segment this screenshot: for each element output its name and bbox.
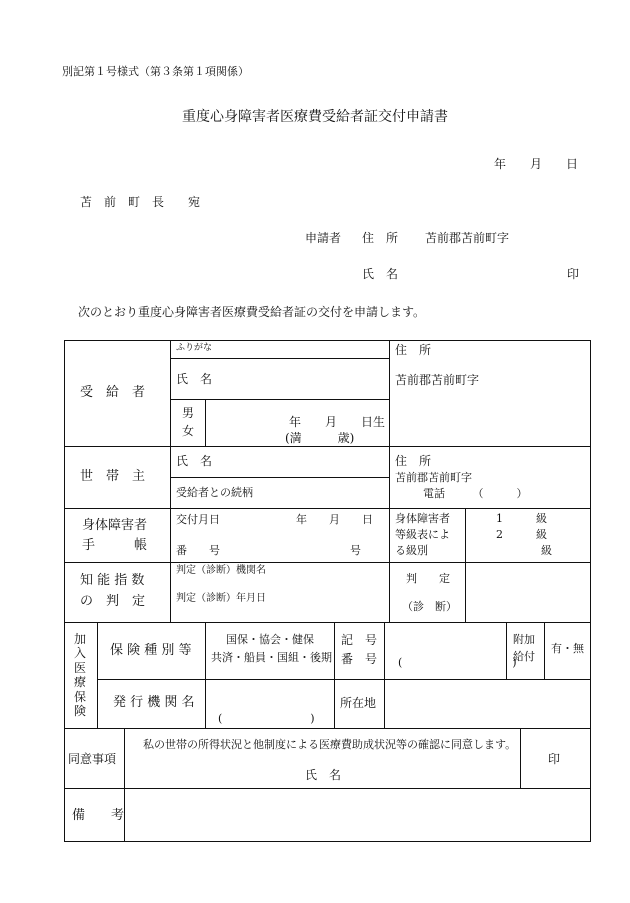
recipient-address-label: 住 所 [395,343,432,357]
insurance-number-field[interactable]: ( ) [398,656,517,669]
form-title: 重度心身障害者医療費受給者証交付申請書 [182,109,448,125]
consent-label: 同意事項 [68,752,117,766]
household-phone[interactable]: 電話 （ ） [423,487,528,500]
recipient-label: 受 給 者 [80,385,146,400]
book-number-label: 番 号 [176,544,220,557]
issue-date-label: 交付月日 [176,513,220,526]
symbol-label: 記 号 [341,633,378,647]
remarks-field[interactable] [125,789,591,842]
location-label: 所在地 [340,696,377,710]
gender-female[interactable]: 女 [182,424,195,438]
issuer-label: 発 行 機 関 名 [113,695,195,710]
applicant-address-label: 住 所 [362,231,399,245]
issuer-field[interactable]: ( ) [218,712,315,725]
household-address-value[interactable]: 苫前郡苫前町字 [395,471,472,484]
consent-seal: 印 [548,752,561,766]
consent-text: 私の世帯の所得状況と他制度による医療費助成状況等の確認に同意します。 [143,738,517,751]
intellect-label-2: の 判 定 [80,594,146,609]
birth-date[interactable]: 年 月 日生 [289,415,386,429]
judgement-date-label: 判定（診断）年月日 [176,593,266,604]
additional-benefit-yes-no[interactable]: 有・無 [551,642,584,655]
diagnosis-label: （診 断） [402,600,457,613]
furigana-label: ふりがな [176,343,213,353]
age[interactable]: (満 歳) [285,431,355,445]
additional-benefit-label-2: 給付 [513,650,535,663]
remarks-label: 備 考 [72,808,125,823]
insurance-type-label: 保 険 種 別 等 [110,643,192,658]
number-label: 番 号 [341,652,378,666]
grade-label-3: る級別 [395,544,428,557]
application-date[interactable]: 年 月 日 [494,157,579,171]
applicant-name-label: 氏 名 [362,267,399,281]
gender-male[interactable]: 男 [182,406,195,420]
insurance-side-label: 加入医療保険 [73,632,86,718]
form-reference: 別記第１号様式（第３条第１項関係） [62,65,249,78]
applicant-label: 申請者 [305,231,342,245]
household-name-label: 氏 名 [176,454,213,468]
relation-label: 受給者との続柄 [176,486,253,499]
insurance-type-options-2[interactable]: 共済・船員・国組・後期 [211,651,332,664]
consent-name-label: 氏 名 [305,768,342,782]
disability-book-label-1: 身体障害者 [82,518,148,533]
addressee: 苫 前 町 長 宛 [80,195,201,209]
book-number-suffix: 号 [350,544,361,557]
grade-label-1: 身体障害者 [395,512,450,525]
household-label: 世 帯 主 [80,469,146,484]
intro-text: 次のとおり重度心身障害者医療費受給者証の交付を申請します。 [78,305,426,319]
disability-book-label-2: 手 帳 [82,538,148,553]
additional-benefit-label-1: 附加 [513,633,535,646]
grade-option-2[interactable]: 2 級 [496,528,547,541]
recipient-address-value[interactable]: 苫前郡苫前町字 [395,373,480,387]
grade-option-1[interactable]: 1 級 [496,512,547,525]
recipient-name-label: 氏 名 [176,372,213,386]
issue-date-value[interactable]: 年 月 日 [296,513,373,526]
insurance-type-options-1[interactable]: 国保・協会・健保 [226,633,314,646]
applicant-address-value[interactable]: 苫前郡苫前町字 [425,231,510,245]
household-address-label: 住 所 [395,454,432,468]
grade-option-3[interactable]: 級 [541,544,552,557]
grade-label-2: 等級表によ [395,528,450,541]
judgement-label: 判 定 [406,572,450,585]
intellect-label-1: 知 能 指 数 [80,573,145,588]
judgement-org-label: 判定（診断）機関名 [176,565,266,576]
applicant-seal: 印 [567,267,580,281]
